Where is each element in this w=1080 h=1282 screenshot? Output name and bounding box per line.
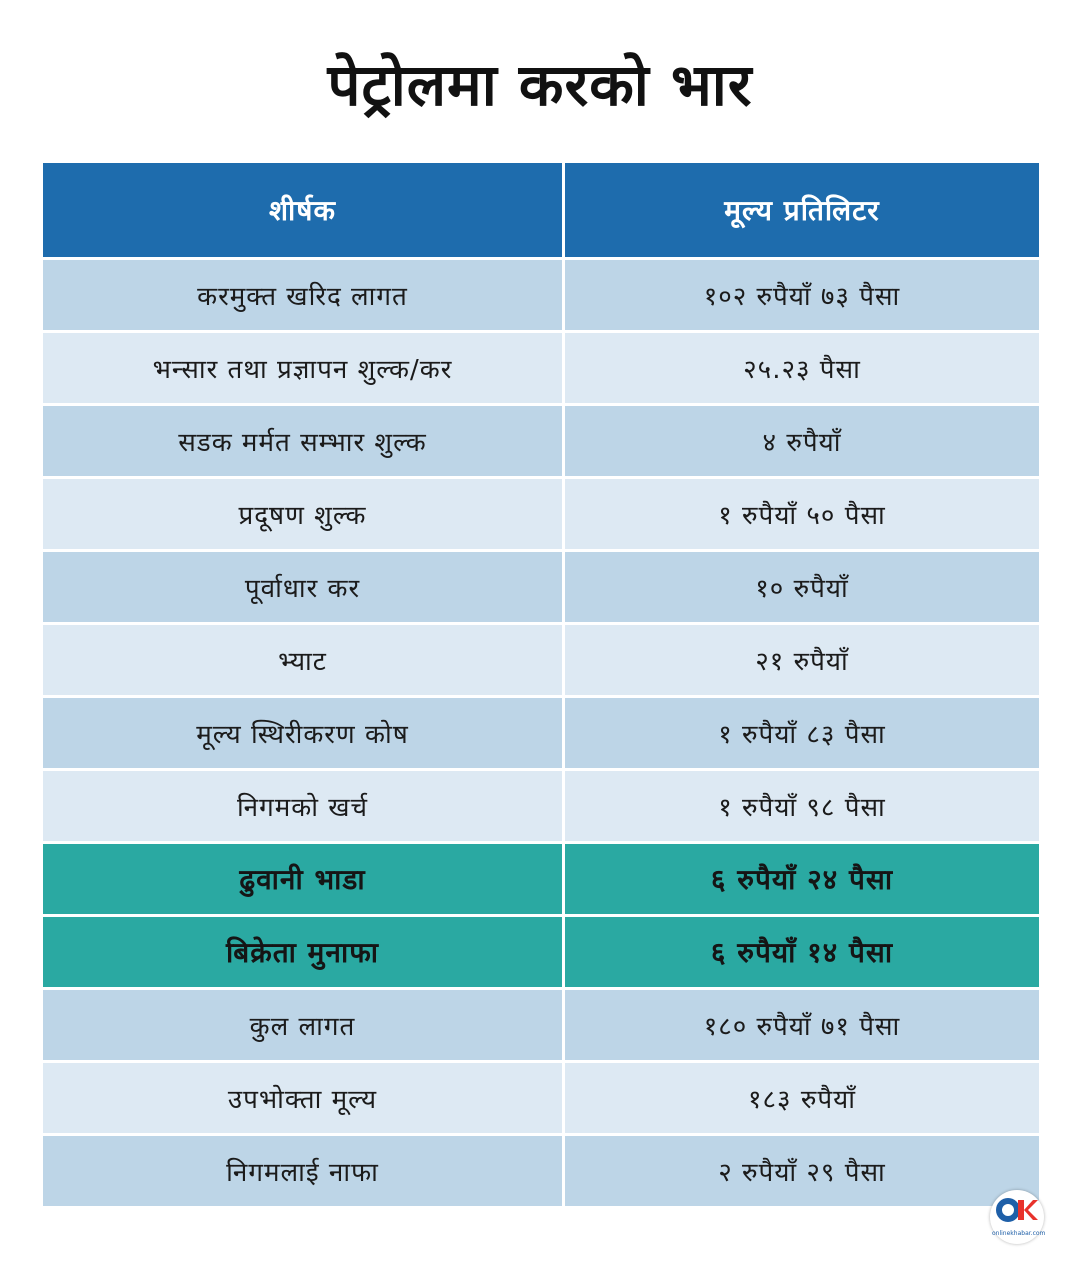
- row-value: १० रुपैयाँ: [564, 551, 1041, 624]
- table-row: [42, 332, 1041, 405]
- row-value: १ रुपैयाँ ५० पैसा: [564, 478, 1041, 551]
- row-label: निगमलाई नाफा: [42, 1135, 564, 1208]
- row-label: मूल्य स्थिरीकरण कोष: [42, 697, 564, 770]
- table-row: [42, 259, 1041, 332]
- row-value: १८३ रुपैयाँ: [564, 1062, 1041, 1135]
- table-header-row: [42, 162, 1041, 259]
- tax-table: [40, 160, 1042, 1209]
- table-row: [42, 624, 1041, 697]
- row-value: १८० रुपैयाँ ७१ पैसा: [564, 989, 1041, 1062]
- row-label: करमुक्त खरिद लागत: [42, 259, 564, 332]
- row-label: भन्सार तथा प्रज्ञापन शुल्क/कर: [42, 332, 564, 405]
- page-title: पेट्रोलमा करको भार: [327, 51, 753, 119]
- column-header-title: शीर्षक: [42, 162, 564, 259]
- table-row-highlighted: [42, 916, 1041, 989]
- table-row: [42, 697, 1041, 770]
- row-label: उपभोक्ता मूल्य: [42, 1062, 564, 1135]
- row-label: सडक मर्मत सम्भार शुल्क: [42, 405, 564, 478]
- row-value: ४ रुपैयाँ: [564, 405, 1041, 478]
- table-row: [42, 405, 1041, 478]
- table-row: [42, 989, 1041, 1062]
- ok-logo-icon: [996, 1196, 1038, 1228]
- table-row: [42, 478, 1041, 551]
- row-value: १०२ रुपैयाँ ७३ पैसा: [564, 259, 1041, 332]
- onlinekhabar-logo: [990, 1190, 1044, 1244]
- row-value: २१ रुपैयाँ: [564, 624, 1041, 697]
- row-label: पूर्वाधार कर: [42, 551, 564, 624]
- column-header-price-per-litre: मूल्य प्रतिलिटर: [564, 162, 1041, 259]
- table-row: [42, 551, 1041, 624]
- table-row-highlighted: [42, 843, 1041, 916]
- row-value: १ रुपैयाँ ८३ पैसा: [564, 697, 1041, 770]
- table-row: [42, 770, 1041, 843]
- table-row: [42, 1135, 1041, 1208]
- row-label: कुल लागत: [42, 989, 564, 1062]
- row-label: ढुवानी भाडा: [42, 843, 564, 916]
- row-label: निगमको खर्च: [42, 770, 564, 843]
- row-value: २ रुपैयाँ २९ पैसा: [564, 1135, 1041, 1208]
- row-value: ६ रुपैयाँ २४ पैसा: [564, 843, 1041, 916]
- row-label: भ्याट: [42, 624, 564, 697]
- table-row: [42, 1062, 1041, 1135]
- row-value: ६ रुपैयाँ १४ पैसा: [564, 916, 1041, 989]
- row-label: प्रदूषण शुल्क: [42, 478, 564, 551]
- logo-text: onlinekhabar.com: [992, 1230, 1046, 1237]
- row-value: १ रुपैयाँ ९८ पैसा: [564, 770, 1041, 843]
- row-label: बिक्रेता मुनाफा: [42, 916, 564, 989]
- row-value: २५.२३ पैसा: [564, 332, 1041, 405]
